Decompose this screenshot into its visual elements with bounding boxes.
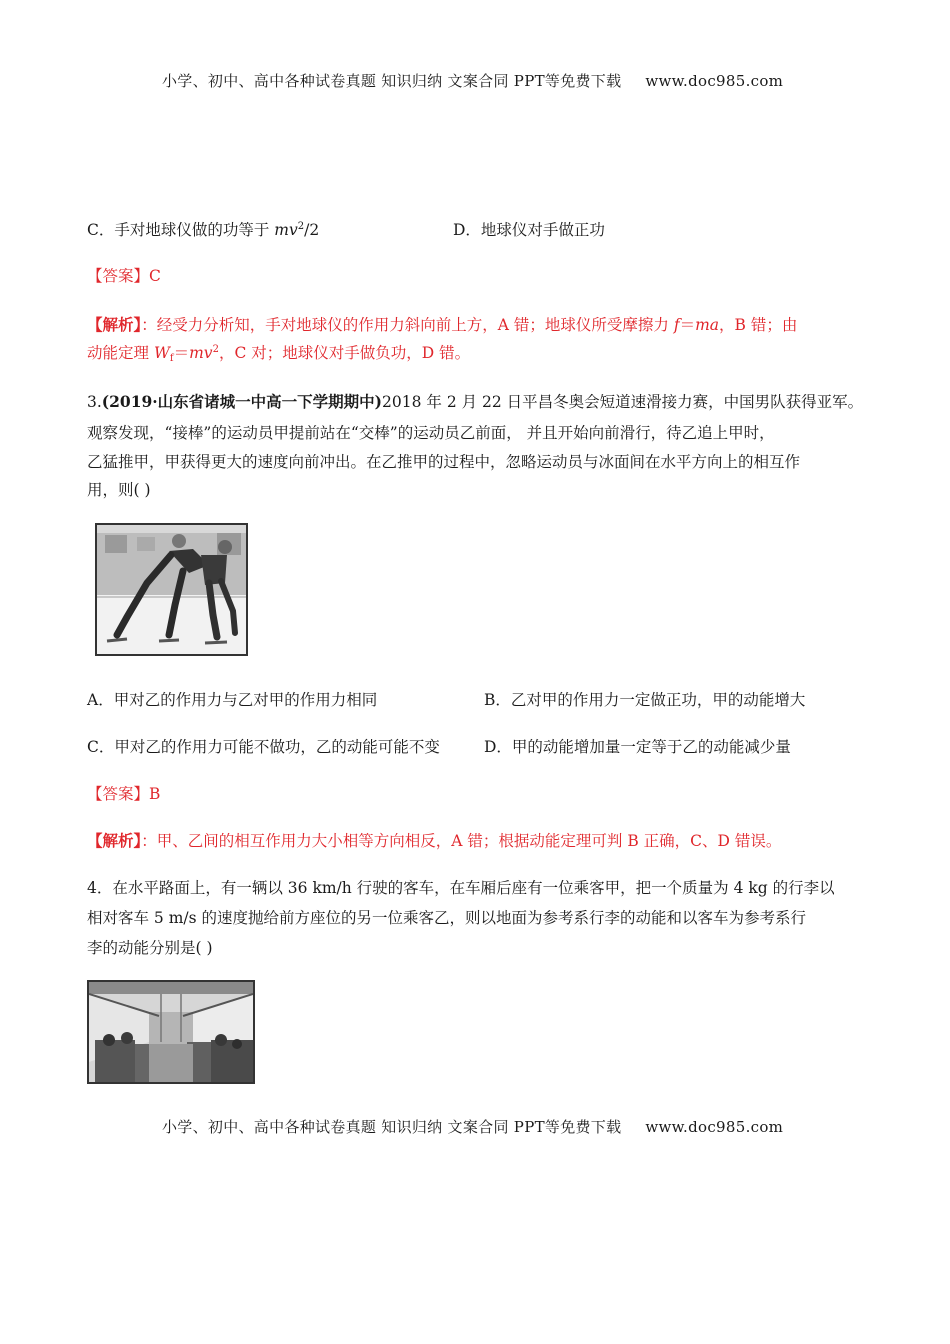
page-header	[162, 70, 783, 91]
skaters-illustration	[97, 525, 246, 654]
q4-stem-line1: 4．在水平路面上，有一辆以 36 km/h 行驶的客车，在车厢后座有一位乘客甲，把一个质量为 4 kg 的行李以	[87, 879, 835, 897]
q3-analysis: 【解析】：甲、乙间的相互作用力大小相等方向相反，A 错；根据动能定理可判 B 正确，C、D 错误。	[87, 831, 782, 850]
q3-option-d: D．甲的动能增加量一定等于乙的动能减少量	[484, 738, 791, 756]
q3-stem-line2: 观察发现，“接棒”的运动员甲提前站在“交棒”的运动员乙前面， 并且开始向前滑行，待乙追上甲时，	[87, 424, 775, 442]
skaters-photo	[95, 523, 248, 656]
footer-text: 小学、初中、高中各种试卷真题 知识归纳 文案合同 PPT等免费下载	[162, 1118, 622, 1136]
q3-option-c: C．甲对乙的作用力可能不做功，乙的动能可能不变	[87, 738, 440, 756]
q3-stem-line1: 3.(2019·山东省诸城一中高一下学期期中)2018 年 2 月 22 日平昌冬奥会短道速滑接力赛，中国男队获得亚军。	[87, 392, 864, 411]
q2-answer: 【答案】C	[87, 267, 161, 285]
q3-option-b: B．乙对甲的作用力一定做正功，甲的动能增大	[484, 691, 806, 709]
q2-option-d: D．地球仪对手做正功	[453, 221, 605, 239]
q3-stem-line4: 用，则( )	[87, 481, 151, 499]
q2-option-c: C．手对地球仪做的功等于 $mv^2/2$	[87, 221, 320, 239]
bus-illustration	[89, 982, 253, 1082]
q4-stem-line2: 相对客车 5 m/s 的速度抛给前方座位的另一位乘客乙，则以地面为参考系行李的动能和以客车为参考系行	[87, 909, 807, 927]
q3-stem-line3: 乙猛推甲，甲获得更大的速度向前冲出。在乙推甲的过程中，忽略运动员与冰面间在水平方向上的相互作	[87, 453, 801, 471]
q2-analysis-line1: 【解析】：经受力分析知，手对地球仪的作用力斜向前上方，A 错；地球仪所受摩擦力 f＝ma，B 错；由	[87, 315, 798, 334]
footer-url: www.doc985.com	[645, 1118, 784, 1136]
header-url: www.doc985.com	[645, 72, 784, 90]
q3-option-a: A．甲对乙的作用力与乙对甲的作用力相同	[87, 691, 378, 709]
page-footer	[162, 1116, 783, 1137]
q4-stem-line3: 李的动能分别是( )	[87, 939, 213, 957]
header-text: 小学、初中、高中各种试卷真题 知识归纳 文案合同 PPT等免费下载	[162, 72, 622, 90]
q2-analysis-line2: 动能定理 $W_f=mv^2$，C 对；地球仪对手做负功，D 错。	[87, 344, 471, 364]
bus-interior-photo	[87, 980, 255, 1084]
q3-answer: 【答案】B	[87, 785, 161, 803]
